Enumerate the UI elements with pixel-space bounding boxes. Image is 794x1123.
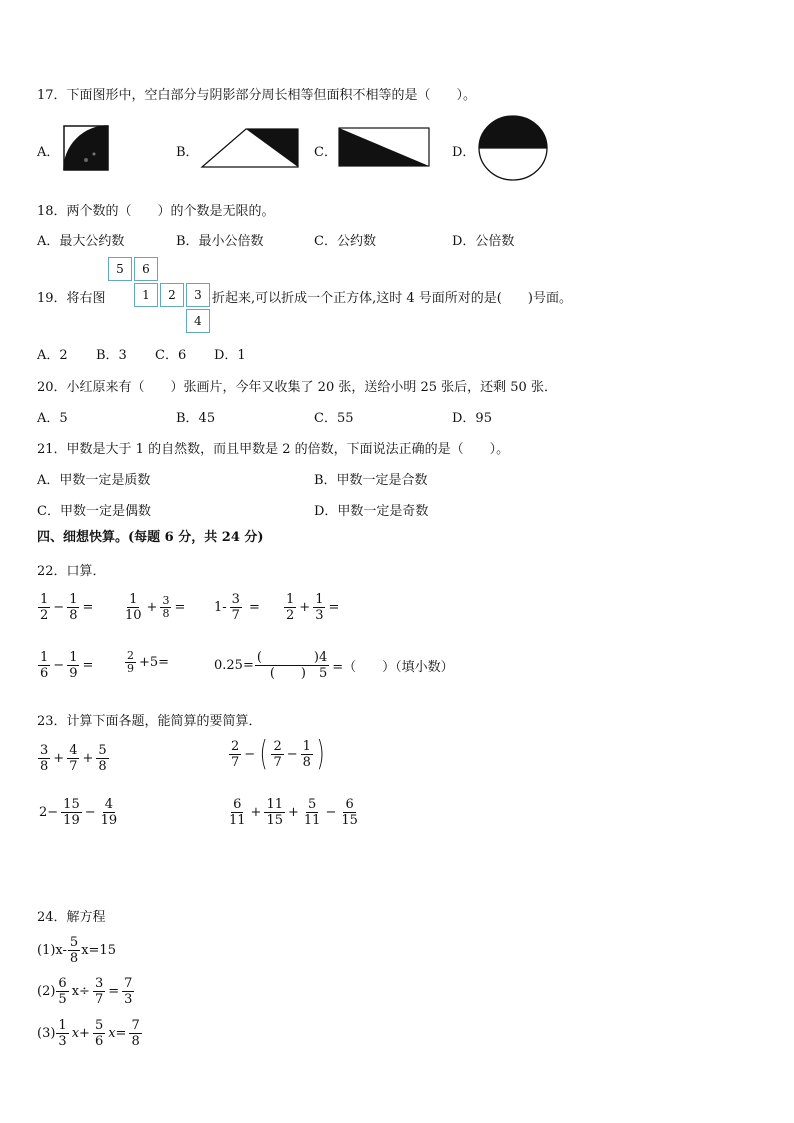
left-paren: (: [259, 734, 268, 774]
denominator: 7: [69, 759, 78, 774]
numerator: 2: [273, 738, 282, 754]
operator: +: [53, 751, 65, 766]
denominator: 2: [40, 608, 49, 623]
q23-expr-3: [37, 797, 120, 828]
q20-option-b: B．45: [176, 411, 216, 426]
q21-option-d: D．甲数一定是奇数: [314, 504, 429, 519]
prefix: (2): [37, 984, 56, 999]
denominator: 8: [98, 759, 107, 774]
q17-option-a-label: A．: [37, 145, 60, 160]
denominator: 3: [124, 992, 133, 1007]
q18-option-a: A．最大公约数: [37, 234, 125, 249]
q17-option-d-label: D．: [452, 145, 476, 160]
q17-option-c-label: C．: [314, 145, 337, 160]
q17-text: 17．下面图形中，空白部分与阴影部分周长相等但面积不相等的是（ ）。: [37, 88, 477, 103]
equals: =: [328, 600, 340, 615]
numerator: 2: [231, 738, 240, 754]
numerator: 1: [58, 1018, 67, 1033]
q23-expr-1: [37, 743, 110, 774]
q23-expr-4: [226, 797, 361, 828]
denominator: 19: [63, 813, 80, 828]
q22-expr-7: [212, 650, 322, 681]
middle: x+: [71, 1026, 90, 1041]
numerator: 5: [308, 797, 317, 812]
q22-expr-1: [37, 592, 95, 623]
numerator: 5: [94, 1018, 104, 1033]
q17-option-b-label: B．: [176, 145, 199, 160]
q24-equation-3: [37, 1018, 143, 1049]
q19-option-c: C．6: [155, 348, 187, 363]
tail: x=15: [81, 943, 116, 958]
denominator: 9: [127, 662, 134, 675]
operator: +: [82, 751, 94, 766]
q22-expr-5: [37, 650, 95, 681]
q19-prefix: 19．将右图: [37, 291, 106, 306]
operator: −: [244, 746, 256, 762]
numerator: 15: [63, 797, 80, 812]
numerator: 11: [266, 797, 283, 812]
equals: =: [82, 600, 94, 615]
q24-equation-2: [37, 976, 135, 1007]
numerator: 3: [231, 592, 240, 607]
denominator: 8: [40, 759, 49, 774]
q20-option-a: A．5: [37, 411, 68, 426]
denominator: 6: [94, 1034, 104, 1049]
section-4-title: 四、细想快算。(每题 6 分，共 24 分): [37, 530, 264, 545]
middle: x÷: [71, 984, 90, 999]
net-cell: 4: [186, 309, 210, 333]
q20-option-c: C．55: [314, 411, 354, 426]
prefix: (3): [37, 1026, 56, 1041]
prefix: 2−: [39, 805, 59, 820]
net-cell: 3: [186, 283, 210, 307]
q23-text: 23．计算下面各题，能简算的要简算．: [37, 714, 262, 729]
equals: =: [174, 600, 186, 615]
numerator: 3: [162, 594, 170, 607]
q21-text: 21．甲数是大于 1 的自然数，而且甲数是 2 的倍数，下面说法正确的是（ ）。: [37, 442, 510, 457]
q21-option-b: B．甲数一定是合数: [314, 473, 428, 488]
q17-figure-c: [338, 127, 430, 167]
tail: +5=: [139, 655, 170, 670]
denominator: 9: [69, 666, 78, 681]
q23-expr-2: [228, 734, 327, 774]
denominator: 5: [58, 992, 67, 1007]
numerator: 4: [319, 650, 328, 665]
operator: +: [146, 600, 158, 615]
net-cell: 5: [108, 257, 132, 281]
numerator: 1: [315, 592, 324, 607]
denominator: 7: [231, 608, 240, 623]
q24-text: 24．解方程: [37, 910, 106, 925]
q22-expr-3: [212, 592, 262, 623]
denominator: 7: [231, 754, 240, 770]
denominator: 11: [303, 813, 321, 828]
operator: −: [53, 600, 65, 615]
q22-expr-2: [122, 592, 187, 623]
numerator: 1: [69, 592, 78, 607]
denominator: 7: [94, 992, 104, 1007]
numerator: 2: [127, 649, 134, 662]
denominator: 3: [58, 1034, 67, 1049]
q18-text: 18．两个数的（ ）的个数是无限的。: [37, 204, 275, 219]
right-paren: ): [316, 734, 325, 774]
q20-text: 20．小红原来有（ ）张画片，今年又收集了 20 张，送给小明 25 张后，还剩 50 张．: [37, 380, 557, 395]
q19-option-d: D．1: [214, 348, 246, 363]
numerator: 7: [124, 976, 133, 991]
equals: =: [248, 600, 260, 615]
q17-figure-d: [476, 114, 550, 182]
numerator: 1: [69, 650, 78, 665]
q22-text: 22．口算．: [37, 564, 106, 579]
q19-option-a: A．2: [37, 348, 68, 363]
numerator: 4: [104, 797, 114, 812]
q19-suffix: 折起来,可以折成一个正方体,这时 4 号面所对的是( )号面。: [212, 291, 572, 306]
numerator: 1: [40, 592, 49, 607]
tail: =（ ）（填小数）: [332, 660, 454, 675]
numerator: 1: [286, 592, 295, 607]
q22-expr-6: [124, 650, 171, 675]
equals: =: [108, 984, 120, 999]
q17-figure-b: [200, 127, 300, 169]
numerator-blank: ( ): [256, 650, 319, 665]
numerator: 3: [40, 743, 49, 758]
denominator: 7: [273, 754, 282, 770]
net-cell: 1: [134, 283, 158, 307]
operator: −: [286, 746, 298, 762]
denominator: 15: [266, 813, 283, 828]
q22-expr-8: [316, 650, 456, 681]
numerator: 4: [69, 743, 78, 758]
operator: −: [84, 805, 96, 820]
q17-figure-a: [62, 124, 110, 172]
denominator: 11: [229, 813, 246, 828]
denominator: 2: [286, 608, 295, 623]
prefix: 0.25=: [214, 658, 254, 673]
operator: +: [299, 600, 311, 615]
net-cell: 6: [134, 257, 158, 281]
numerator: 1: [129, 592, 138, 607]
equals: =: [82, 658, 94, 673]
numerator: 5: [69, 935, 79, 950]
numerator: 1: [302, 738, 311, 754]
net-cell: 2: [160, 283, 184, 307]
denominator: 3: [315, 608, 324, 623]
numerator: 6: [233, 797, 242, 812]
denominator: 8: [69, 951, 79, 966]
numerator: 3: [94, 976, 104, 991]
q18-option-b: B．最小公倍数: [176, 234, 264, 249]
numerator: 6: [345, 797, 354, 812]
prefix: (1)x-: [37, 943, 67, 958]
denominator: 8: [131, 1034, 140, 1049]
q18-option-c: C．公约数: [314, 234, 376, 249]
q18-option-d: D．公倍数: [452, 234, 515, 249]
numerator: 7: [131, 1018, 140, 1033]
q21-option-c: C．甲数一定是偶数: [37, 504, 151, 519]
numerator: 5: [98, 743, 107, 758]
q20-option-d: D．95: [452, 411, 492, 426]
operator: −: [53, 658, 65, 673]
denominator: 8: [69, 608, 78, 623]
middle: x=: [108, 1026, 127, 1041]
numerator: 1: [40, 650, 49, 665]
operator: +: [250, 805, 262, 820]
denominator: 8: [302, 754, 311, 770]
q19-option-b: B．3: [96, 348, 127, 363]
denominator: 19: [100, 813, 118, 828]
denominator: 5: [319, 666, 328, 681]
q22-expr-4: [283, 592, 341, 623]
denominator: 8: [162, 607, 170, 620]
q24-equation-1: [37, 935, 116, 966]
prefix: 1-: [214, 600, 227, 615]
operator: +: [288, 805, 299, 820]
denominator: 6: [40, 666, 49, 681]
operator: −: [325, 805, 337, 820]
denominator-blank: ( ): [269, 666, 306, 681]
denominator: 15: [341, 813, 358, 828]
q21-option-a: A．甲数一定是质数: [37, 473, 151, 488]
denominator: 10: [125, 608, 142, 623]
numerator: 6: [58, 976, 67, 991]
